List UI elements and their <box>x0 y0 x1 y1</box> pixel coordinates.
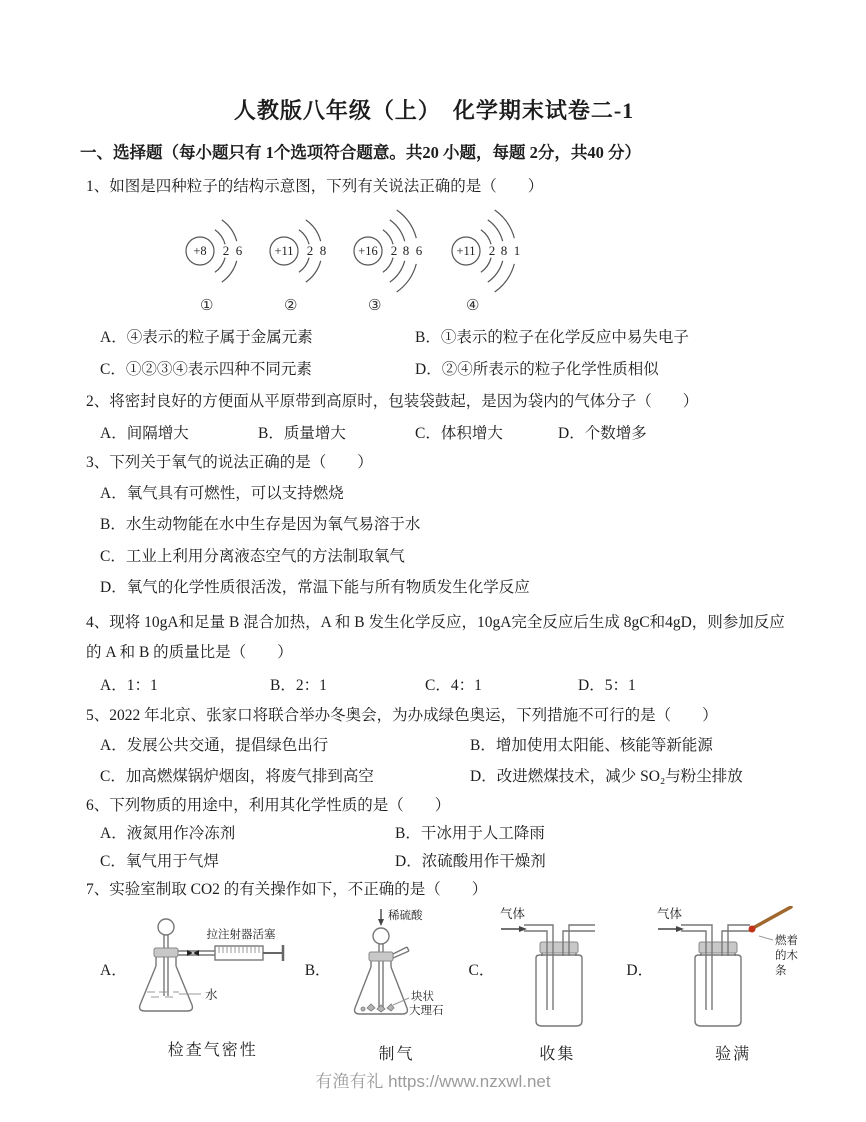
q2-option-c: C．体积增大 <box>415 425 503 442</box>
q6-option-a: A．液氮用作冷冻剂 <box>100 825 236 842</box>
particle-cell-2 <box>260 209 330 315</box>
q6-options-row-1 <box>100 824 788 844</box>
apparatus-c-caption: 收集 <box>539 1046 576 1063</box>
particle-2-shell-2: 8 <box>319 243 327 258</box>
q1-stem: 1、如图是四种粒子的结构示意图，下列有关说法正确的是（ ） <box>86 178 544 195</box>
particle-diagrams <box>176 209 788 315</box>
particle-cell-3 <box>344 209 428 315</box>
water-label: 水 <box>204 988 218 1002</box>
q1-option-a: A．④表示的粒子属于金属元素 <box>100 329 313 346</box>
question-1 <box>80 176 788 380</box>
particle-1-shell-2: 6 <box>235 243 243 258</box>
particle-4-shell-3: 1 <box>513 243 521 258</box>
q6-options-row-2 <box>100 852 788 872</box>
particle-1-nucleus: +8 <box>193 244 207 258</box>
gas-generation-icon <box>333 906 461 1040</box>
particle-3-shell-1: 2 <box>390 243 398 258</box>
flame-icon <box>749 926 756 933</box>
particle-4-index: ④ <box>466 298 480 314</box>
q4-stem: 4、现将 10gA和足量 B 混合加热，A 和 B 发生化学反应，10gA完全反应后生成 8gC和4gD，则参加反应的 A 和 B 的质量比是（ ） <box>86 614 785 661</box>
particle-3-shell-2: 8 <box>402 243 410 258</box>
q6-option-b: B．干冰用于人工降雨 <box>395 825 545 842</box>
particle-3-shell-3: 6 <box>415 243 423 258</box>
particle-diagram-2-icon <box>260 209 330 293</box>
particle-1-index: ① <box>200 298 214 314</box>
question-6 <box>80 795 788 872</box>
q5-option-c: C．加高燃煤锅炉烟囱，将废气排到高空 <box>100 768 374 785</box>
marble-label-line2: 大理石 <box>408 1005 444 1017</box>
q5-option-d: D．改进燃煤技术，减少 SO₂与粉尘排放 <box>470 768 743 785</box>
apparatus-a-caption: 检查气密性 <box>167 1042 258 1059</box>
apparatus-diagrams <box>100 906 799 1064</box>
q5-options-row-2 <box>100 767 788 787</box>
q5-option-b: B．增加使用太阳能、核能等新能源 <box>470 737 713 754</box>
burning-stick-label-line1: 燃着 <box>775 935 799 947</box>
page-title: 人教版八年级（上） 化学期末试卷二-1 <box>233 98 635 123</box>
q5-option-a: A．发展公共交通，提倡绿色出行 <box>100 737 329 754</box>
q1-options-row-2 <box>100 360 788 380</box>
q3-option-a: A．氧气具有可燃性，可以支持燃烧 <box>100 485 344 502</box>
q3-stem: 3、下列关于氧气的说法正确的是（ ） <box>86 454 373 471</box>
apparatus-c <box>496 906 618 1064</box>
question-4 <box>80 608 788 696</box>
apparatus-b-letter: B． <box>304 962 331 979</box>
q4-option-d: D．5：1 <box>578 677 636 694</box>
q4-option-b: B．2：1 <box>270 677 327 694</box>
q7-stem: 7、实验室制取 CO2 的有关操作如下，不正确的是（ ） <box>86 881 488 898</box>
question-5 <box>80 705 788 787</box>
particle-3-nucleus: +16 <box>358 244 378 258</box>
question-7 <box>80 879 799 1064</box>
particle-cell-1 <box>176 209 246 315</box>
apparatus-b <box>333 906 461 1064</box>
particle-diagram-1-icon <box>176 209 246 293</box>
apparatus-a <box>129 906 297 1060</box>
apparatus-d-caption: 验满 <box>715 1046 752 1063</box>
particle-4-shell-2: 8 <box>500 243 508 258</box>
marble-label-line1: 块状 <box>410 991 434 1003</box>
q6-stem: 6、下列物质的用途中，利用其化学性质的是（ ） <box>86 797 451 814</box>
section-heading: 一、选择题（每小题只有 1个选项符合题意。共20 小题，每题 2分，共40 分） <box>80 143 641 162</box>
q2-stem: 2、将密封良好的方便面从平原带到高原时，包装袋鼓起，是因为袋内的气体分子（ ） <box>86 393 699 410</box>
dilute-acid-label: 稀硫酸 <box>387 910 423 922</box>
particle-1-shell-1: 2 <box>222 243 230 258</box>
q4-option-a: A．1：1 <box>100 677 158 694</box>
q2-option-d: D．个数增多 <box>558 425 647 442</box>
particle-3-index: ③ <box>368 298 382 314</box>
apparatus-b-caption: 制气 <box>378 1046 415 1063</box>
particle-diagram-4-icon <box>442 209 526 293</box>
q5-options-row-1 <box>100 736 788 756</box>
q4-options-row <box>100 676 788 696</box>
q1-option-c: C．①②③④表示四种不同元素 <box>100 361 312 378</box>
gas-collection-icon <box>496 906 618 1040</box>
particle-4-nucleus: +11 <box>456 244 476 258</box>
particle-2-index: ② <box>284 298 298 314</box>
footer-site-link: 有渔有礼 https://www.nzxwl.net <box>315 1072 551 1091</box>
particle-2-shell-1: 2 <box>306 243 314 258</box>
q2-options-row <box>100 424 788 444</box>
q2-option-b: B．质量增大 <box>258 425 346 442</box>
q1-option-d: D．②④所表示的粒子化学性质相似 <box>415 361 659 378</box>
syringe-label: 拉注射器活塞 <box>206 929 276 941</box>
q6-option-c: C．氧气用于气焊 <box>100 853 219 870</box>
wooden-stick-icon <box>753 907 791 928</box>
airtightness-check-icon <box>129 912 297 1036</box>
q3-option-b: B．水生动物能在水中生存是因为氧气易溶于水 <box>100 516 421 533</box>
fullness-test-icon <box>655 906 811 1040</box>
question-2 <box>80 391 788 444</box>
particle-2-nucleus: +11 <box>274 244 294 258</box>
q6-option-d: D．浓硫酸用作干燥剂 <box>395 853 546 870</box>
apparatus-d <box>655 906 811 1064</box>
apparatus-c-letter: C． <box>468 962 495 979</box>
q2-option-a: A．间隔增大 <box>100 425 189 442</box>
particle-diagram-3-icon <box>344 209 428 293</box>
particle-cell-4 <box>442 209 526 315</box>
q3-option-c: C．工业上利用分离液态空气的方法制取氧气 <box>100 548 405 565</box>
q1-options-row-1 <box>100 328 788 348</box>
apparatus-a-letter: A． <box>100 962 127 979</box>
gas-label: 气体 <box>657 907 683 921</box>
apparatus-d-letter: D． <box>626 962 654 979</box>
burning-stick-label-line2: 的木 <box>775 950 799 962</box>
particle-4-shell-1: 2 <box>488 243 496 258</box>
question-3 <box>80 452 788 598</box>
q3-option-d: D．氧气的化学性质很活泼，常温下能与所有物质发生化学反应 <box>100 579 530 596</box>
q1-option-b: B．①表示的粒子在化学反应中易失电子 <box>415 329 689 346</box>
burning-stick-label-line3: 条 <box>775 965 787 977</box>
q5-stem: 5、2022 年北京、张家口将联合举办冬奥会，为办成绿色奥运，下列措施不可行的是（ ） <box>86 707 718 724</box>
q4-option-c: C．4：1 <box>425 677 482 694</box>
gas-label: 气体 <box>500 907 526 921</box>
